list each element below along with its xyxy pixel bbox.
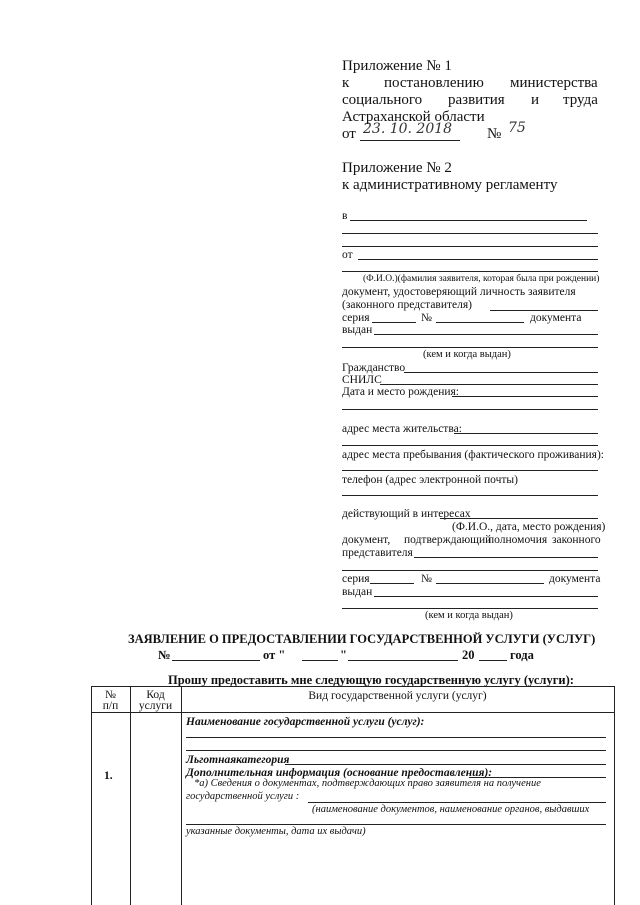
appendix-1-line2-a: социального [342, 92, 423, 108]
category-label: Льготнаякатегория [186, 754, 290, 766]
from-field[interactable] [358, 259, 598, 260]
application-day-field[interactable] [302, 660, 338, 661]
number-field[interactable] [436, 322, 524, 323]
series-label: серия [342, 312, 370, 324]
application-num-prefix: № [158, 648, 171, 662]
stay-field[interactable] [342, 470, 598, 471]
document2-label: документа [549, 573, 601, 585]
number2-field[interactable] [436, 583, 544, 584]
citizenship-field[interactable] [404, 372, 598, 373]
application-quote-close: " [340, 648, 347, 662]
appendix-1-num-handwritten: 75 [508, 120, 526, 136]
appendix-1-line1-c: министерства [510, 75, 598, 91]
issued2-note: (кем и когда выдан) [425, 610, 513, 621]
extra-info-label: Дополнительная информация (основание предоставления): [186, 767, 493, 779]
birth-field-line2[interactable] [342, 409, 598, 410]
residence-field-line2[interactable] [342, 445, 598, 446]
application-request: Прошу предоставить мне следующую государственную услугу (услуги): [168, 673, 574, 687]
to-label: в [342, 210, 348, 222]
col-code-header-2: услуги [138, 700, 173, 712]
appendix-1-line2-c: и [531, 92, 540, 108]
appendix-1-line2-d: труда [563, 92, 598, 108]
series2-field[interactable] [370, 583, 414, 584]
appendix-1-line1-b: постановлению [384, 75, 484, 91]
appendix-1-date-handwritten: 23. 10. 2018 [363, 121, 453, 137]
appendix-1-date-prefix: от [342, 126, 356, 142]
acting-note: (Ф.И.О., дата, место рождения) [452, 521, 606, 533]
stay-label: адрес места пребывания (фактического проживания): [342, 449, 604, 461]
application-month-field[interactable] [348, 660, 458, 661]
rep-doc-field[interactable] [414, 557, 598, 558]
col-service-header: Вид государственной услуги (услуг) [308, 690, 487, 702]
docs-line2: государственной услуги : [186, 791, 300, 802]
issued2-field[interactable] [374, 596, 598, 597]
issued2-label: выдан [342, 586, 373, 598]
docs-note: (наименование документов, наименование органов, выдавших [312, 804, 590, 815]
rep-doc-field-line2[interactable] [342, 570, 598, 571]
appendix-1-line2-b: развития [448, 92, 505, 108]
residence-field[interactable] [454, 433, 598, 434]
row-number: 1. [104, 770, 113, 782]
fio-note: (Ф.И.О.)(фамилия заявителя, которая была при рождении) [363, 274, 600, 284]
to-field-line2[interactable] [342, 233, 598, 234]
application-year-prefix: 20 [462, 648, 475, 662]
application-year-field[interactable] [479, 660, 507, 661]
appendix-2-title: Приложение № 2 [342, 160, 452, 176]
appendix-1-num-prefix: № [487, 126, 502, 142]
application-title: ЗАЯВЛЕНИЕ О ПРЕДОСТАВЛЕНИИ ГОСУДАРСТВЕННОЙ УСЛУГИ (УСЛУГ) [128, 632, 596, 646]
rep-doc-line2: представителя [342, 547, 413, 559]
citizenship-label: Гражданство [342, 362, 406, 374]
birth-field[interactable] [452, 396, 598, 397]
service-name-field[interactable] [186, 737, 606, 738]
number2-label: № [421, 573, 432, 585]
docs-field-line2[interactable] [186, 824, 606, 825]
docs-field[interactable] [308, 802, 606, 803]
col-num-header-1: № [105, 689, 116, 701]
application-year-suffix: года [510, 648, 534, 662]
appendix-1-line1-a: к [342, 75, 350, 91]
from-label: от [342, 249, 353, 261]
birth-label: Дата и место рождения: [342, 386, 460, 398]
rep-doc-line1-b: подтверждающий [404, 534, 492, 546]
appendix-2-line: к административному регламенту [342, 177, 558, 193]
date-underline [360, 140, 460, 141]
appendix-1-line3: Астраханской области [342, 109, 485, 125]
col-num-header-2: п/п [102, 700, 119, 712]
issued-field[interactable] [374, 334, 598, 335]
number-label: № [421, 312, 432, 324]
rep-doc-line1-d: законного [552, 534, 601, 546]
issued-note: (кем и когда выдан) [423, 349, 511, 360]
series-field[interactable] [372, 322, 416, 323]
to-field[interactable] [350, 220, 587, 221]
rep-doc-line1-c: полномочия [488, 534, 548, 546]
docs-line3: указанные документы, дата их выдачи) [186, 826, 366, 837]
service-name-field-line2[interactable] [186, 750, 606, 751]
snils-label: СНИЛС [342, 374, 382, 386]
col-code-header-1: Код [146, 689, 165, 701]
phone-field[interactable] [342, 495, 598, 496]
application-from-word: от " [263, 648, 286, 662]
service-name-label: Наименование государственной услуги (услуг): [186, 716, 425, 728]
from-field-line2[interactable] [342, 271, 598, 272]
application-num-field[interactable] [172, 660, 260, 661]
document-label: документа [530, 312, 582, 324]
docs-line1: *а) Сведения о документах, подтверждающих право заявителя на получение [194, 778, 541, 789]
doc-id-line2: (законного представителя) [342, 299, 472, 311]
to-field-line3[interactable] [342, 246, 598, 247]
phone-label: телефон (адрес электронной почты) [342, 474, 518, 486]
series2-label: серия [342, 573, 370, 585]
doc-id-line1: документ, удостоверяющий личность заявителя [342, 286, 576, 298]
rep-doc-line1-a: документ, [342, 534, 391, 546]
acting-label: действующий в интересах [342, 508, 471, 520]
appendix-1-title: Приложение № 1 [342, 58, 452, 74]
residence-label: адрес места жительства: [342, 423, 462, 435]
issued2-field-line2[interactable] [342, 608, 598, 609]
issued-label: выдан [342, 324, 373, 336]
issued-field-line2[interactable] [342, 347, 598, 348]
acting-field[interactable] [440, 518, 598, 519]
category-field[interactable] [285, 764, 606, 765]
